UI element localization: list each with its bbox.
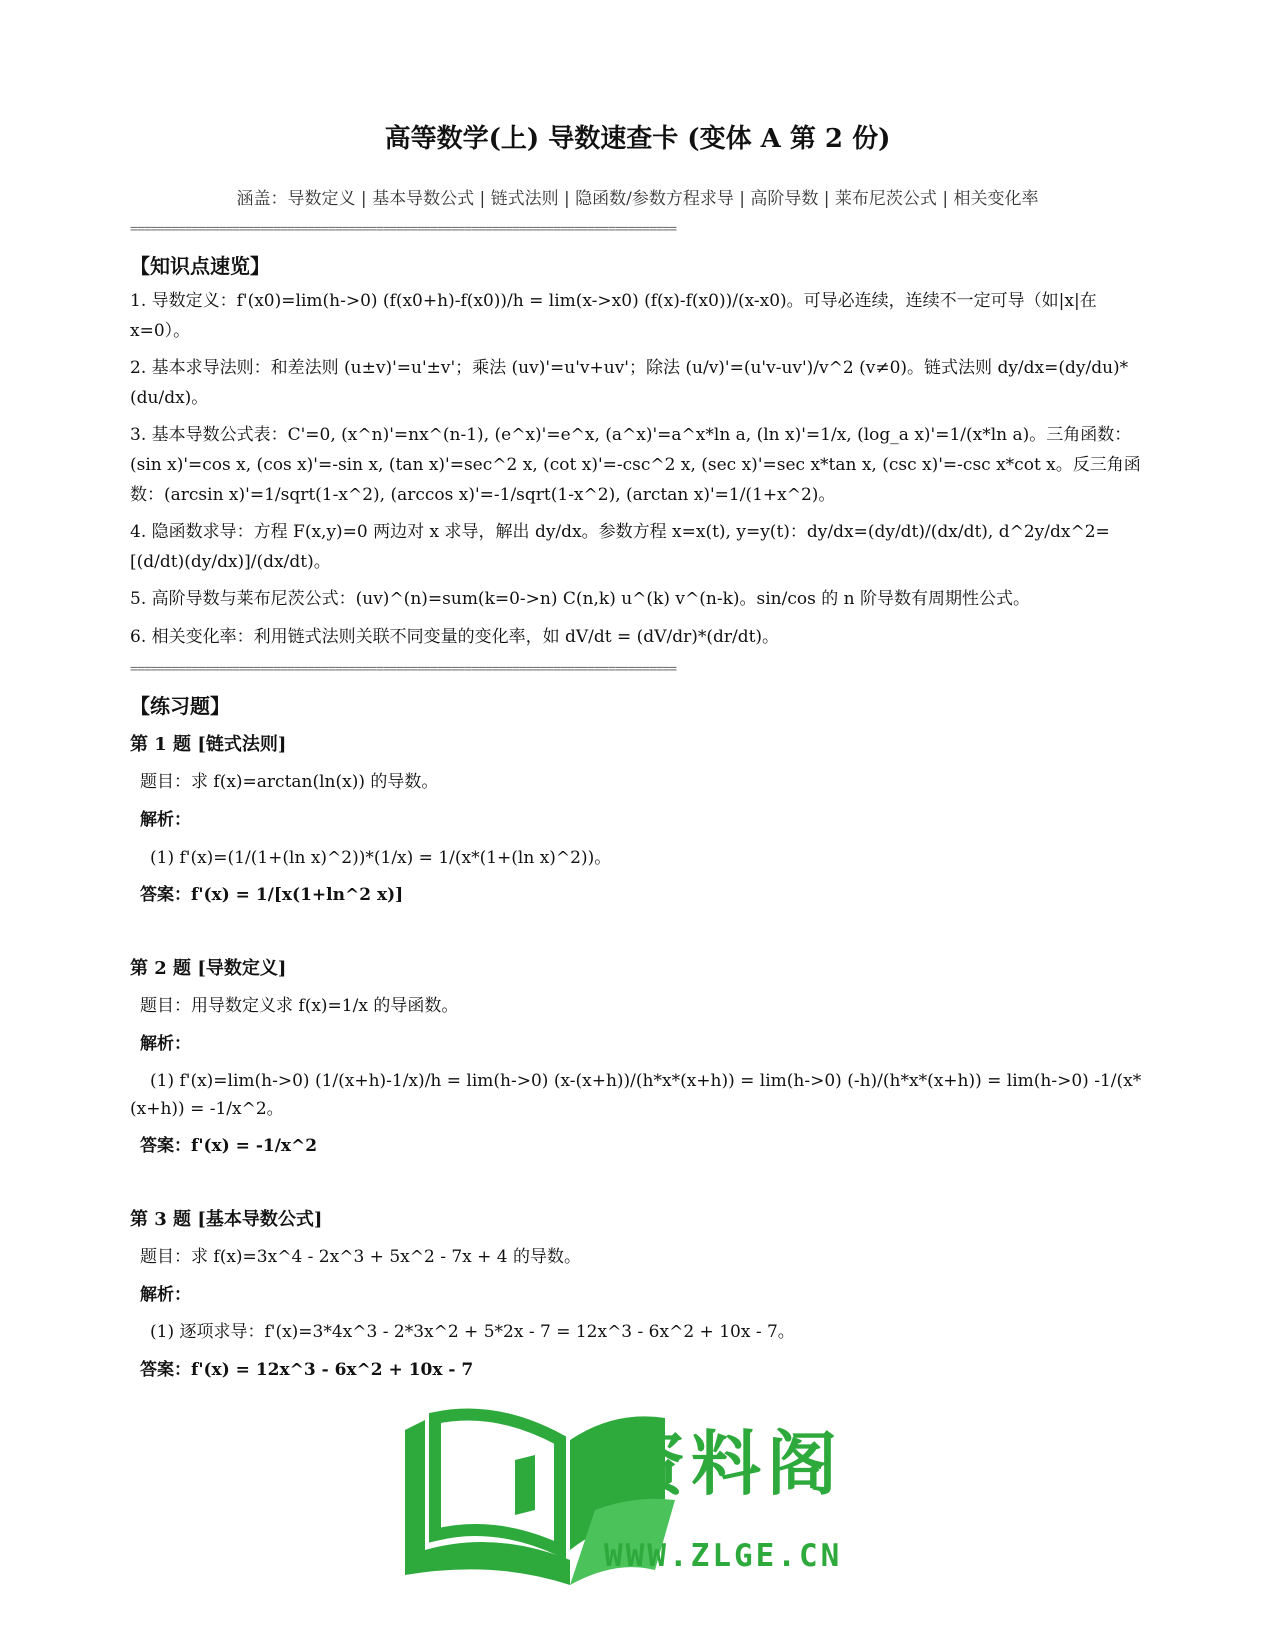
solution-step: (1) 逐项求导：f'(x)=3*4x^3 - 2*3x^2 + 5*2x - 7 = 12x^3 - 6x^2 + 10x - 7。 [150,1322,795,1342]
question-title: 第 1 题 [链式法则] [130,734,287,755]
knowledge-item: 4. 隐函数求导：方程 F(x,y)=0 两边对 x 求导，解出 dy/dx。参数方程 x=x(t), y=y(t)：dy/dx=(dy/dt)/(dx/dt), d^2y/dx^2=[(d/dt)(dy/dx)]/(dx/dt)。 [130,522,1110,572]
solution-step: (1) f'(x)=lim(h->0) (1/(x+h)-1/x)/h = lim(h->0) (x-(x+h))/(h*x*(x+h)) = lim(h->0) (-h)/(h*x*(x+h)) = lim(h->0) -1/(x*(x+h)) = -1/x^2。 [130,1071,1142,1119]
question-problem: 题目：用导数定义求 f(x)=1/x 的导函数。 [140,996,459,1016]
watermark-url: WWW.ZLGE.CN [604,1538,843,1574]
answer: 答案：f'(x) = 12x^3 - 6x^2 + 10x - 7 [140,1360,474,1380]
knowledge-heading: 【知识点速览】 [130,254,270,278]
solution-step: (1) f'(x)=(1/(1+(ln x)^2))*(1/x) = 1/(x*(1+(ln x)^2))。 [150,848,612,868]
knowledge-item: 3. 基本导数公式表：C'=0, (x^n)'=nx^(n-1), (e^x)'=e^x, (a^x)'=a^x*ln a, (ln x)'=1/x, (log_a x)'=1/(x*ln a)。三角函数：(sin x)'=cos x, (cos x)'=-sin x, (tan x)'=sec^2 x, (cot x)'=-csc^2 x, (sec x)'=sec x*tan x, (csc x)'=-csc x*cot x。反三角函数：(arcsin x)'=1/sqrt(1-x^2), (arccos x)'=-1/sqrt(1-x^2), (arctan x)'=1/(1+x^2)。 [130,425,1141,505]
answer: 答案：f'(x) = -1/x^2 [140,1136,318,1156]
knowledge-item: 6. 相关变化率：利用链式法则关联不同变量的变化率，如 dV/dt = (dV/dr)*(dr/dt)。 [130,627,780,647]
page-subtitle: 涵盖：导数定义 | 基本导数公式 | 链式法则 | 隐函数/参数方程求导 | 高阶导数 | 莱布尼茨公式 | 相关变化率 [236,189,1039,209]
analysis-label: 解析： [140,1285,191,1305]
analysis-label: 解析： [140,1034,191,1054]
answer: 答案：f'(x) = 1/[x(1+ln^2 x)] [140,885,404,905]
page-title: 高等数学(上) 导数速查卡 (变体 A 第 2 份) [384,124,891,154]
question-problem: 题目：求 f(x)=arctan(ln(x)) 的导数。 [140,772,439,792]
knowledge-item: 2. 基本求导法则：和差法则 (u±v)'=u'±v'；乘法 (uv)'=u'v+uv'；除法 (u/v)'=(u'v-uv')/v^2 (v≠0)。链式法则 dy/dx=(dy/du)*(du/dx)。 [130,358,1129,408]
analysis-label: 解析： [140,810,191,830]
watermark-name: 资料阁 [615,1423,843,1505]
divider-rule: ================================================================================ [130,662,677,677]
question-title: 第 3 题 [基本导数公式] [130,1209,323,1230]
divider-rule: ================================================================================ [130,222,677,237]
knowledge-item: 5. 高阶导数与莱布尼茨公式：(uv)^(n)=sum(k=0->n) C(n,k) u^(k) v^(n-k)。sin/cos 的 n 阶导数有周期性公式。 [130,589,1030,609]
knowledge-item: 1. 导数定义：f'(x0)=lim(h->0) (f(x0+h)-f(x0))/h = lim(x->x0) (f(x)-f(x0))/(x-x0)。可导必连续，连续不一定可导（如|x|在 x=0）。 [130,291,1097,341]
question-problem: 题目：求 f(x)=3x^4 - 2x^3 + 5x^2 - 7x + 4 的导数。 [140,1247,582,1267]
exercises-heading: 【练习题】 [130,694,230,718]
question-title: 第 2 题 [导数定义] [130,958,287,979]
